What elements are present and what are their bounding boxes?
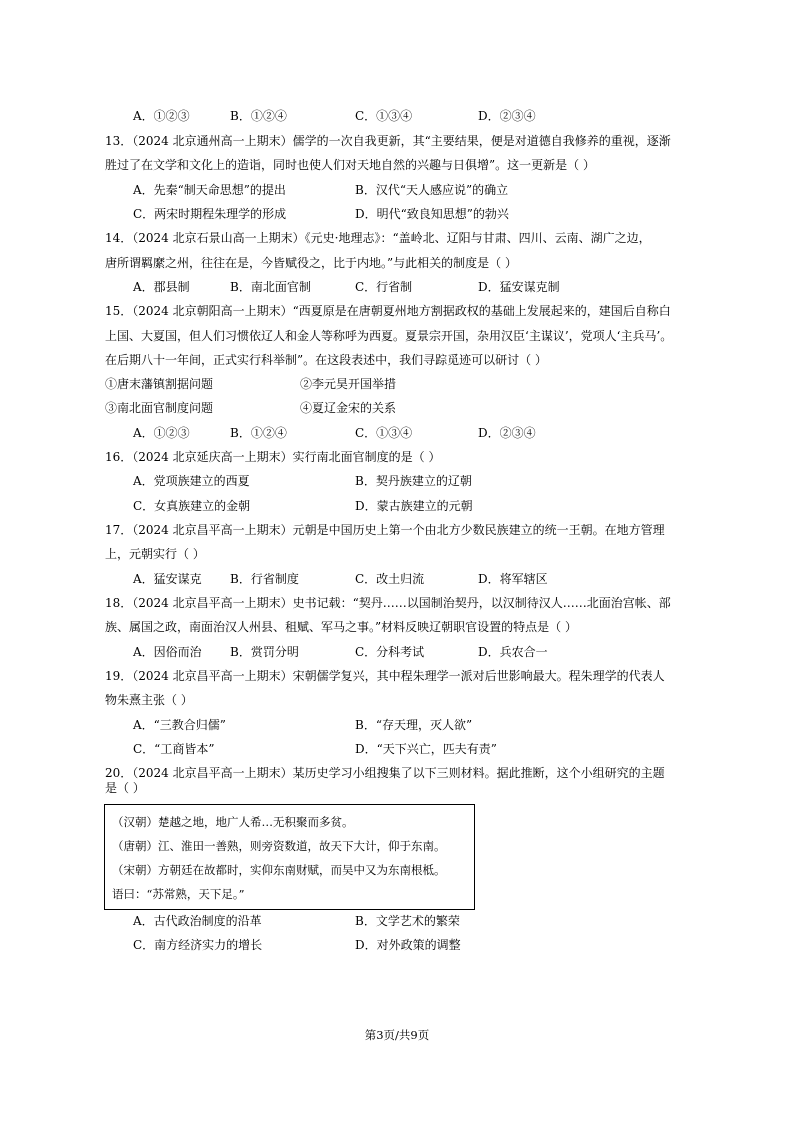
option-b: B．汉代“天人感应说”的确立	[355, 183, 509, 197]
option-a: A．古代政治制度的沿革	[133, 914, 262, 928]
question-stem: 20．（2024 北京昌平高一上期末）某历史学习小组搜集了以下三则材料。据此推断，这个小组研究的主题	[105, 766, 665, 780]
question-stem: 13．（2024 北京通州高一上期末）儒学的一次自我更新，其“主要结果，便是对道德自我修养的重视，逐渐	[105, 134, 671, 148]
option-a: A．党项族建立的西夏	[133, 474, 250, 488]
material-line: （汉朝）楚越之地，地广人希…无积聚而多贫。	[112, 815, 354, 829]
question-stem: 族、属国之政，南面治汉人州县、租赋、军马之事。”材料反映辽朝职官设置的特点是（ ）	[105, 620, 577, 634]
option-c: C．①③④	[355, 426, 413, 440]
option-a: A．“三教合归儒”	[133, 718, 226, 732]
option-b: B．赏罚分明	[230, 645, 299, 659]
numbered-item: ④夏辽金宋的关系	[300, 401, 397, 415]
option-b: B．契丹族建立的辽朝	[355, 474, 472, 488]
option-d: D．蒙古族建立的元朝	[355, 499, 473, 513]
material-box	[104, 804, 475, 910]
option-d: D．②③④	[478, 109, 536, 123]
question-stem: 18．（2024 北京昌平高一上期末）史书记载：“契丹……以国制治契丹，以汉制待汉人……北面治宫帐、部	[105, 596, 671, 610]
question-stem: 17．（2024 北京昌平高一上期末）元朝是中国历史上第一个由北方少数民族建立的统一王朝。在地方管理	[105, 523, 665, 537]
option-a: A．郡县制	[133, 280, 190, 294]
option-c: C．①③④	[355, 109, 413, 123]
option-d: D．兵农合一	[478, 645, 548, 659]
question-stem: 胜过了在文学和文化上的造诣，同时也使人们对天地自然的兴趣与日俱增”。这一更新是（ ）	[105, 158, 595, 172]
question-stem: 上，元朝实行（ ）	[105, 547, 205, 561]
option-a: A．①②③	[133, 426, 190, 440]
question-stem: 物朱熹主张（ ）	[105, 693, 193, 707]
option-a: A．①②③	[133, 109, 190, 123]
option-c: C．分科考试	[355, 645, 425, 659]
question-stem: 19．（2024 北京昌平高一上期末）宋朝儒学复兴，其中程朱理学一派对后世影响最大。程朱理学的代表人	[105, 669, 665, 683]
option-d: D．猛安谋克制	[478, 280, 560, 294]
option-d: D．将军辖区	[478, 572, 548, 586]
option-b: B．南北面官制	[230, 280, 311, 294]
option-b: B．①②④	[230, 426, 287, 440]
option-d: D．“天下兴亡，匹夫有责”	[355, 742, 497, 756]
option-a: A．先秦“制天命思想”的提出	[133, 183, 286, 197]
option-b: B．①②④	[230, 109, 287, 123]
question-stem: 15．（2024 北京朝阳高一上期末）“西夏原是在唐朝夏州地方割据政权的基础上发展起来的，建国后自称白	[105, 304, 671, 318]
numbered-item: ②李元昊开国举措	[300, 377, 397, 391]
question-stem: 是（ ）	[105, 781, 145, 795]
question-stem: 14．（2024 北京石景山高一上期末）《元史·地理志》：“盖岭北、辽阳与甘肃、四川、云南、湖广之边，	[105, 231, 651, 245]
question-stem: 上国、大夏国，但人们习惯依辽人和金人等称呼为西夏。夏景宗开国，杂用汉臣‘主谋议’，党项人‘主兵马’。	[105, 329, 673, 343]
option-c: C．行省制	[355, 280, 413, 294]
option-a: A．猛安谋克	[133, 572, 202, 586]
option-c: C．两宋时期程朱理学的形成	[133, 207, 287, 221]
numbered-item: ①唐末藩镇割据问题	[105, 377, 214, 391]
question-stem: 在后期八十一年间，正式实行科举制”。在这段表述中，我们寻踪觅迹可以研讨（ ）	[105, 353, 547, 367]
question-stem: 16．（2024 北京延庆高一上期末）实行南北面官制度的是（ ）	[105, 450, 441, 464]
option-c: C．女真族建立的金朝	[133, 499, 251, 513]
option-b: B．行省制度	[230, 572, 299, 586]
option-d: D．对外政策的调整	[355, 938, 461, 952]
option-b: B．“存天理，灭人欲”	[355, 718, 473, 732]
option-a: A．因俗而治	[133, 645, 202, 659]
material-line: 语曰：“苏常熟，天下足。”	[112, 887, 245, 901]
material-line: （宋朝）方朝廷在故都时，实仰东南财赋，而吴中又为东南根柢。	[112, 863, 446, 877]
option-c: C．改土归流	[355, 572, 425, 586]
numbered-item: ③南北面官制度问题	[105, 401, 214, 415]
page-number: 第3页/共9页	[364, 1028, 430, 1042]
option-c: C．“工商皆本”	[133, 742, 215, 756]
option-b: B．文学艺术的繁荣	[355, 914, 460, 928]
option-c: C．南方经济实力的增长	[133, 938, 263, 952]
question-stem: 唐所谓羁縻之州，往往在是，今皆赋役之，比于内地。”与此相关的制度是（ ）	[105, 256, 517, 270]
option-d: D．明代“致良知思想”的勃兴	[355, 207, 509, 221]
option-d: D．②③④	[478, 426, 536, 440]
material-line: （唐朝）江、淮田一善熟，则旁资数道，故天下大计，仰于东南。	[112, 839, 446, 853]
